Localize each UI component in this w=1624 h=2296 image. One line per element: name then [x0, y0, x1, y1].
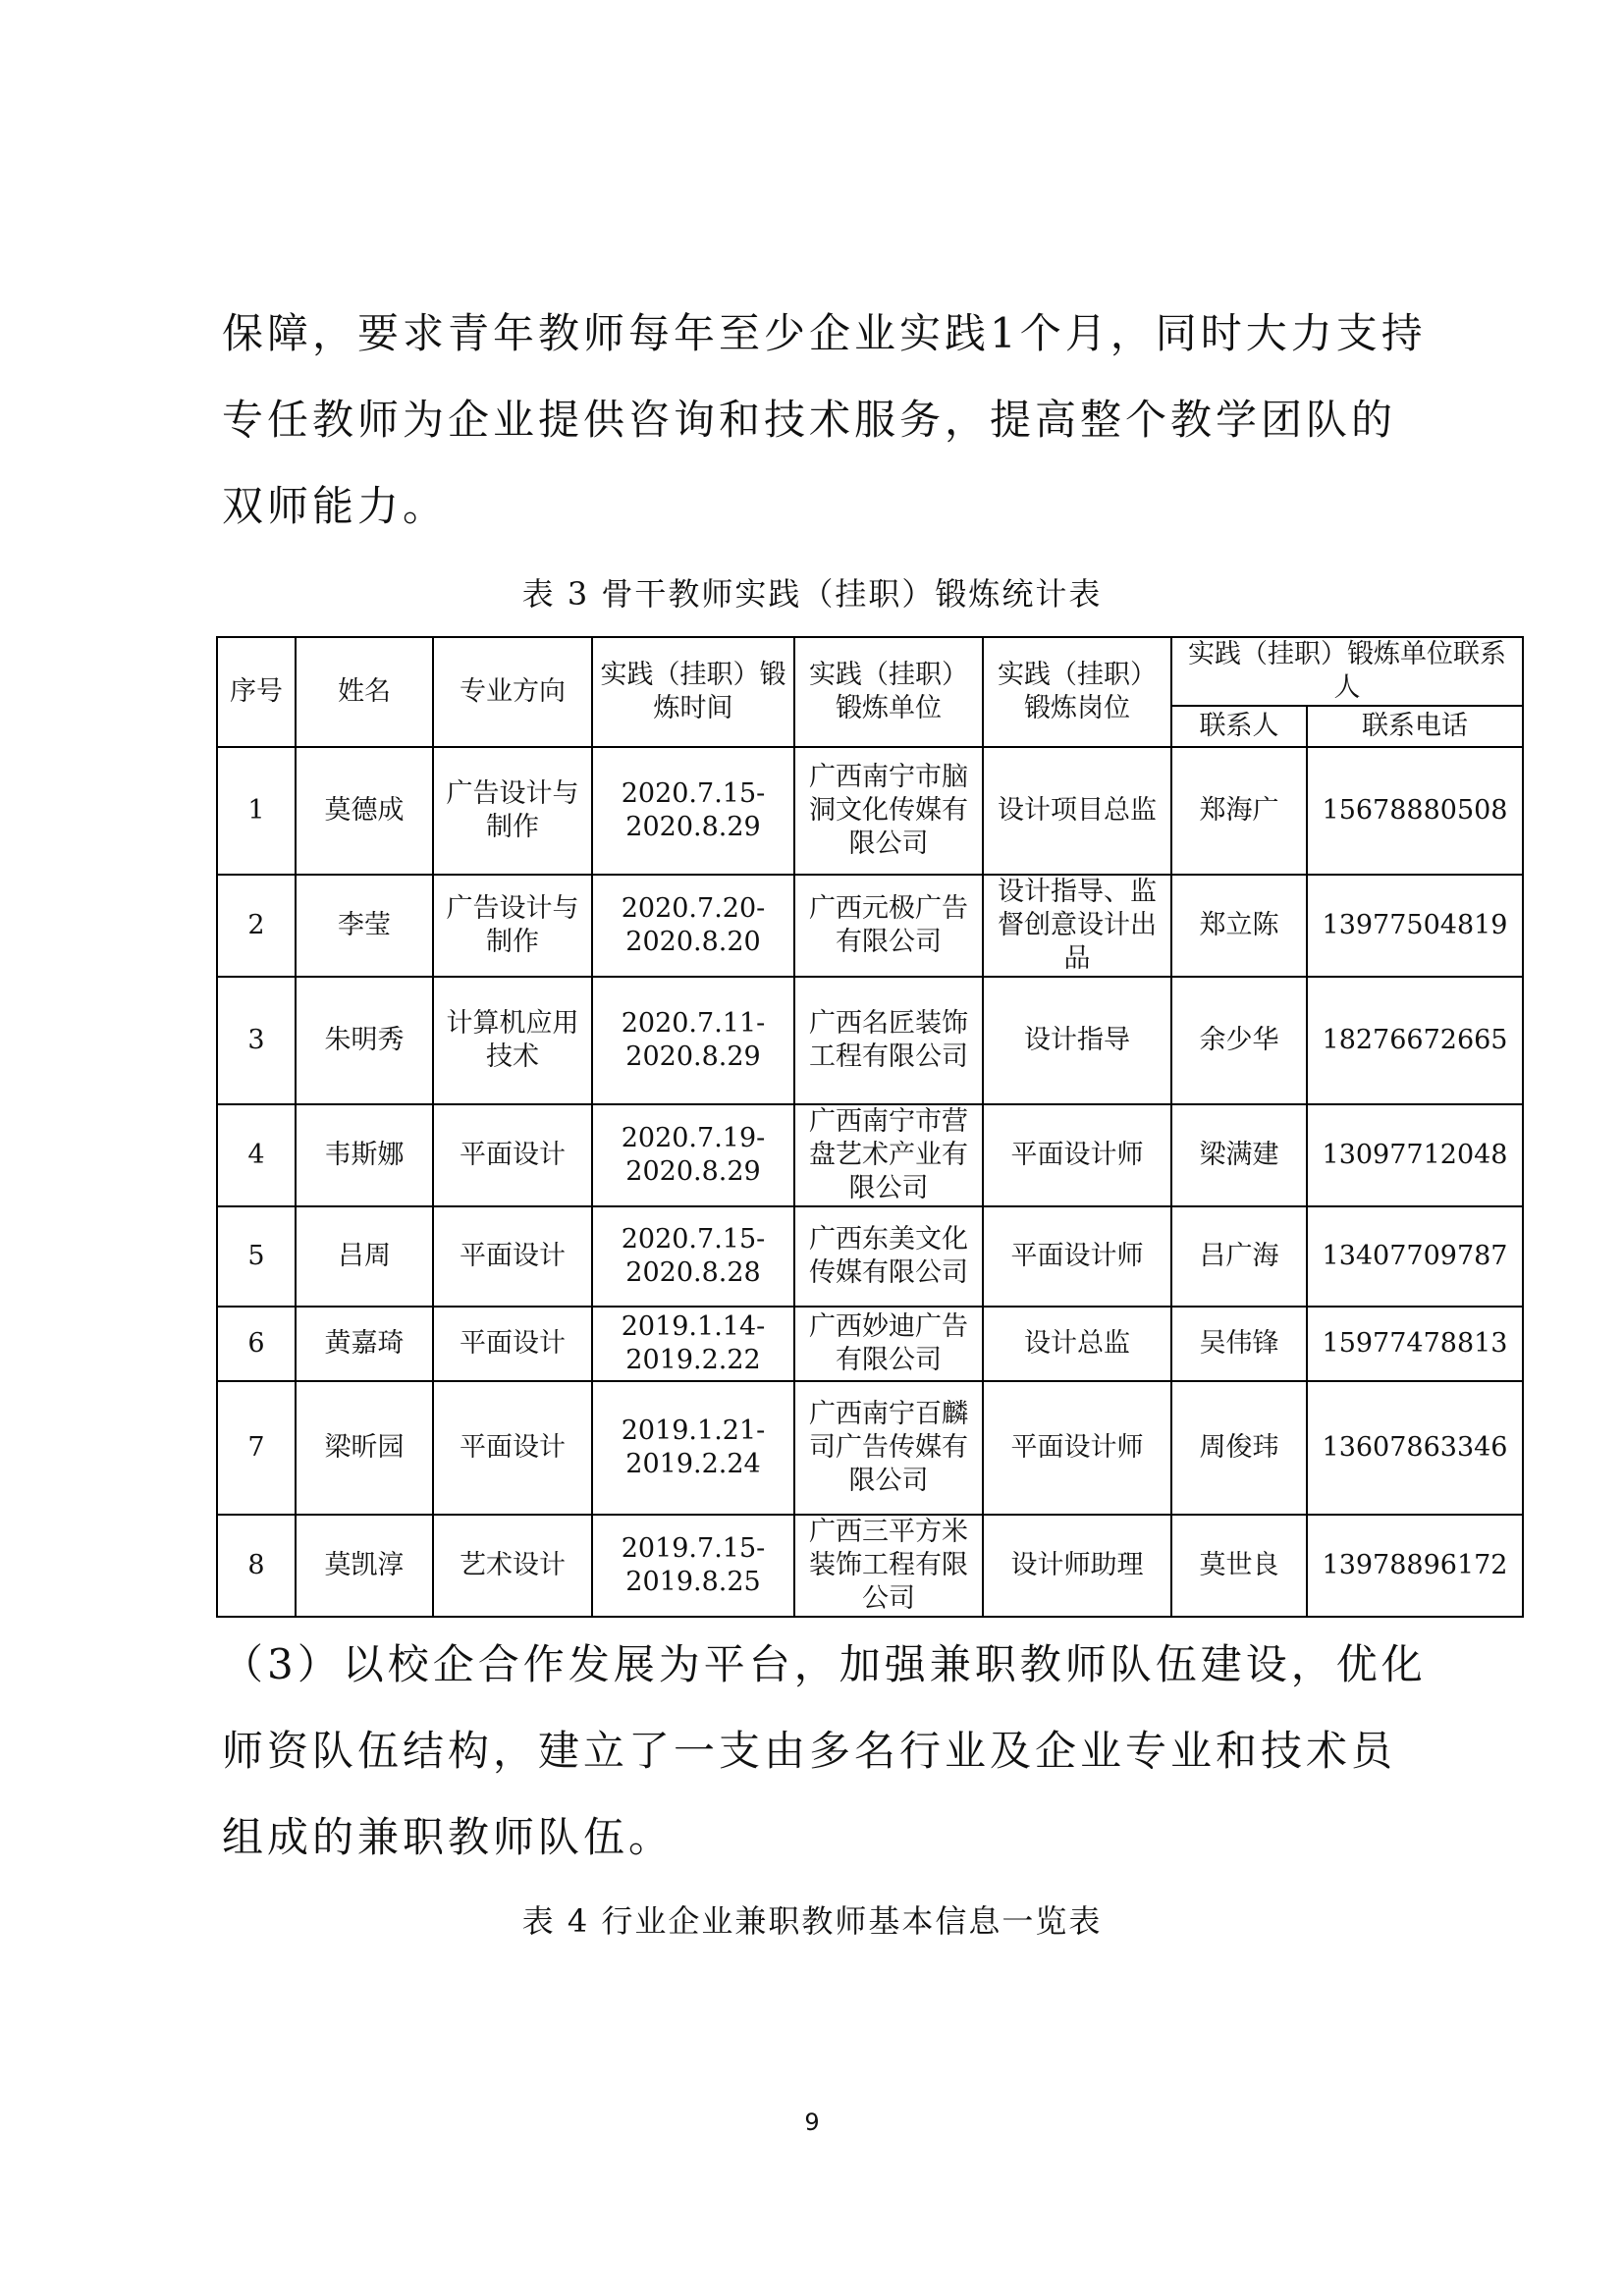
cell-name: 黄嘉琦	[296, 1307, 433, 1381]
cell-major: 平面设计	[433, 1104, 592, 1206]
cell-major: 广告设计与制作	[433, 875, 592, 977]
cell-name: 吕周	[296, 1206, 433, 1307]
header-name: 姓名	[296, 637, 433, 747]
cell-unit: 广西妙迪广告有限公司	[794, 1307, 983, 1381]
table-row	[217, 1515, 1523, 1617]
table3	[216, 636, 1524, 1618]
cell-major: 平面设计	[433, 1307, 592, 1381]
cell-name: 李莹	[296, 875, 433, 977]
cell-phone: 13407709787	[1307, 1206, 1523, 1307]
cell-time: 2020.7.15-2020.8.29	[592, 747, 794, 875]
cell-contact: 余少华	[1171, 977, 1307, 1104]
cell-seq: 3	[217, 977, 296, 1104]
cell-name: 梁昕园	[296, 1381, 433, 1515]
cell-time: 2019.1.14-2019.2.22	[592, 1307, 794, 1381]
table4-caption: 表 4 行业企业兼职教师基本信息一览表	[521, 1902, 1103, 1940]
cell-contact: 周俊玮	[1171, 1381, 1307, 1515]
cell-contact: 郑海广	[1171, 747, 1307, 875]
cell-phone: 13978896172	[1307, 1515, 1523, 1617]
cell-time: 2020.7.11-2020.8.29	[592, 977, 794, 1104]
cell-seq: 6	[217, 1307, 296, 1381]
cell-post: 设计项目总监	[983, 747, 1171, 875]
table-row	[217, 1206, 1523, 1307]
cell-post: 设计师助理	[983, 1515, 1171, 1617]
cell-seq: 5	[217, 1206, 296, 1307]
cell-post: 设计指导、监督创意设计出品	[983, 875, 1171, 977]
cell-seq: 1	[217, 747, 296, 875]
cell-name: 韦斯娜	[296, 1104, 433, 1206]
table-row	[217, 977, 1523, 1104]
cell-time: 2020.7.19-2020.8.29	[592, 1104, 794, 1206]
table-row	[217, 875, 1523, 977]
header-major: 专业方向	[433, 637, 592, 747]
header-contact-group: 实践（挂职）锻炼单位联系人	[1171, 637, 1523, 706]
table3-body	[217, 747, 1523, 1617]
cell-phone: 13977504819	[1307, 875, 1523, 977]
header-time: 实践（挂职）锻炼时间	[592, 637, 794, 747]
cell-unit: 广西名匠装饰工程有限公司	[794, 977, 983, 1104]
cell-time: 2020.7.15-2020.8.28	[592, 1206, 794, 1307]
cell-unit: 广西元极广告有限公司	[794, 875, 983, 977]
cell-unit: 广西三平方米装饰工程有限公司	[794, 1515, 983, 1617]
table3-caption: 表 3 骨干教师实践（挂职）锻炼统计表	[521, 575, 1103, 613]
header-post: 实践（挂职）锻炼岗位	[983, 637, 1171, 747]
table-row	[217, 1104, 1523, 1206]
cell-post: 平面设计师	[983, 1104, 1171, 1206]
cell-time: 2020.7.20-2020.8.20	[592, 875, 794, 977]
cell-phone: 15977478813	[1307, 1307, 1523, 1381]
header-contact-person: 联系人	[1171, 706, 1307, 747]
cell-major: 平面设计	[433, 1381, 592, 1515]
table-row	[217, 1381, 1523, 1515]
cell-name: 朱明秀	[296, 977, 433, 1104]
cell-seq: 4	[217, 1104, 296, 1206]
cell-post: 设计总监	[983, 1307, 1171, 1381]
cell-contact: 吴伟锋	[1171, 1307, 1307, 1381]
cell-contact: 郑立陈	[1171, 875, 1307, 977]
cell-time: 2019.1.21-2019.2.24	[592, 1381, 794, 1515]
cell-post: 设计指导	[983, 977, 1171, 1104]
cell-phone: 13097712048	[1307, 1104, 1523, 1206]
cell-contact: 吕广海	[1171, 1206, 1307, 1307]
header-contact-phone: 联系电话	[1307, 706, 1523, 747]
section3-paragraph: （3）以校企合作发展为平台，加强兼职教师队伍建设，优化师资队伍结构，建立了一支由多名行业及企业专业和技术员组成的兼职教师队伍。	[222, 1640, 1427, 1861]
cell-name: 莫德成	[296, 747, 433, 875]
cell-contact: 莫世良	[1171, 1515, 1307, 1617]
cell-post: 平面设计师	[983, 1381, 1171, 1515]
cell-seq: 7	[217, 1381, 296, 1515]
cell-phone: 15678880508	[1307, 747, 1523, 875]
cell-unit: 广西南宁市营盘艺术产业有限公司	[794, 1104, 983, 1206]
cell-seq: 8	[217, 1515, 296, 1617]
cell-post: 平面设计师	[983, 1206, 1171, 1307]
cell-unit: 广西东美文化传媒有限公司	[794, 1206, 983, 1307]
header-seq: 序号	[217, 637, 296, 747]
page-number: 9	[804, 2109, 820, 2136]
cell-major: 平面设计	[433, 1206, 592, 1307]
cell-major: 计算机应用技术	[433, 977, 592, 1104]
cell-unit: 广西南宁市脑洞文化传媒有限公司	[794, 747, 983, 875]
cell-unit: 广西南宁百麟司广告传媒有限公司	[794, 1381, 983, 1515]
cell-name: 莫凯淳	[296, 1515, 433, 1617]
header-unit: 实践（挂职）锻炼单位	[794, 637, 983, 747]
cell-major: 广告设计与制作	[433, 747, 592, 875]
cell-phone: 13607863346	[1307, 1381, 1523, 1515]
table-row	[217, 1307, 1523, 1381]
cell-seq: 2	[217, 875, 296, 977]
cell-time: 2019.7.15-2019.8.25	[592, 1515, 794, 1617]
cell-phone: 18276672665	[1307, 977, 1523, 1104]
intro-paragraph: 保障，要求青年教师每年至少企业实践1个月，同时大力支持专任教师为企业提供咨询和技术服务，提高整个教学团队的双师能力。	[222, 309, 1427, 530]
cell-major: 艺术设计	[433, 1515, 592, 1617]
table-row	[217, 747, 1523, 875]
cell-contact: 梁满建	[1171, 1104, 1307, 1206]
